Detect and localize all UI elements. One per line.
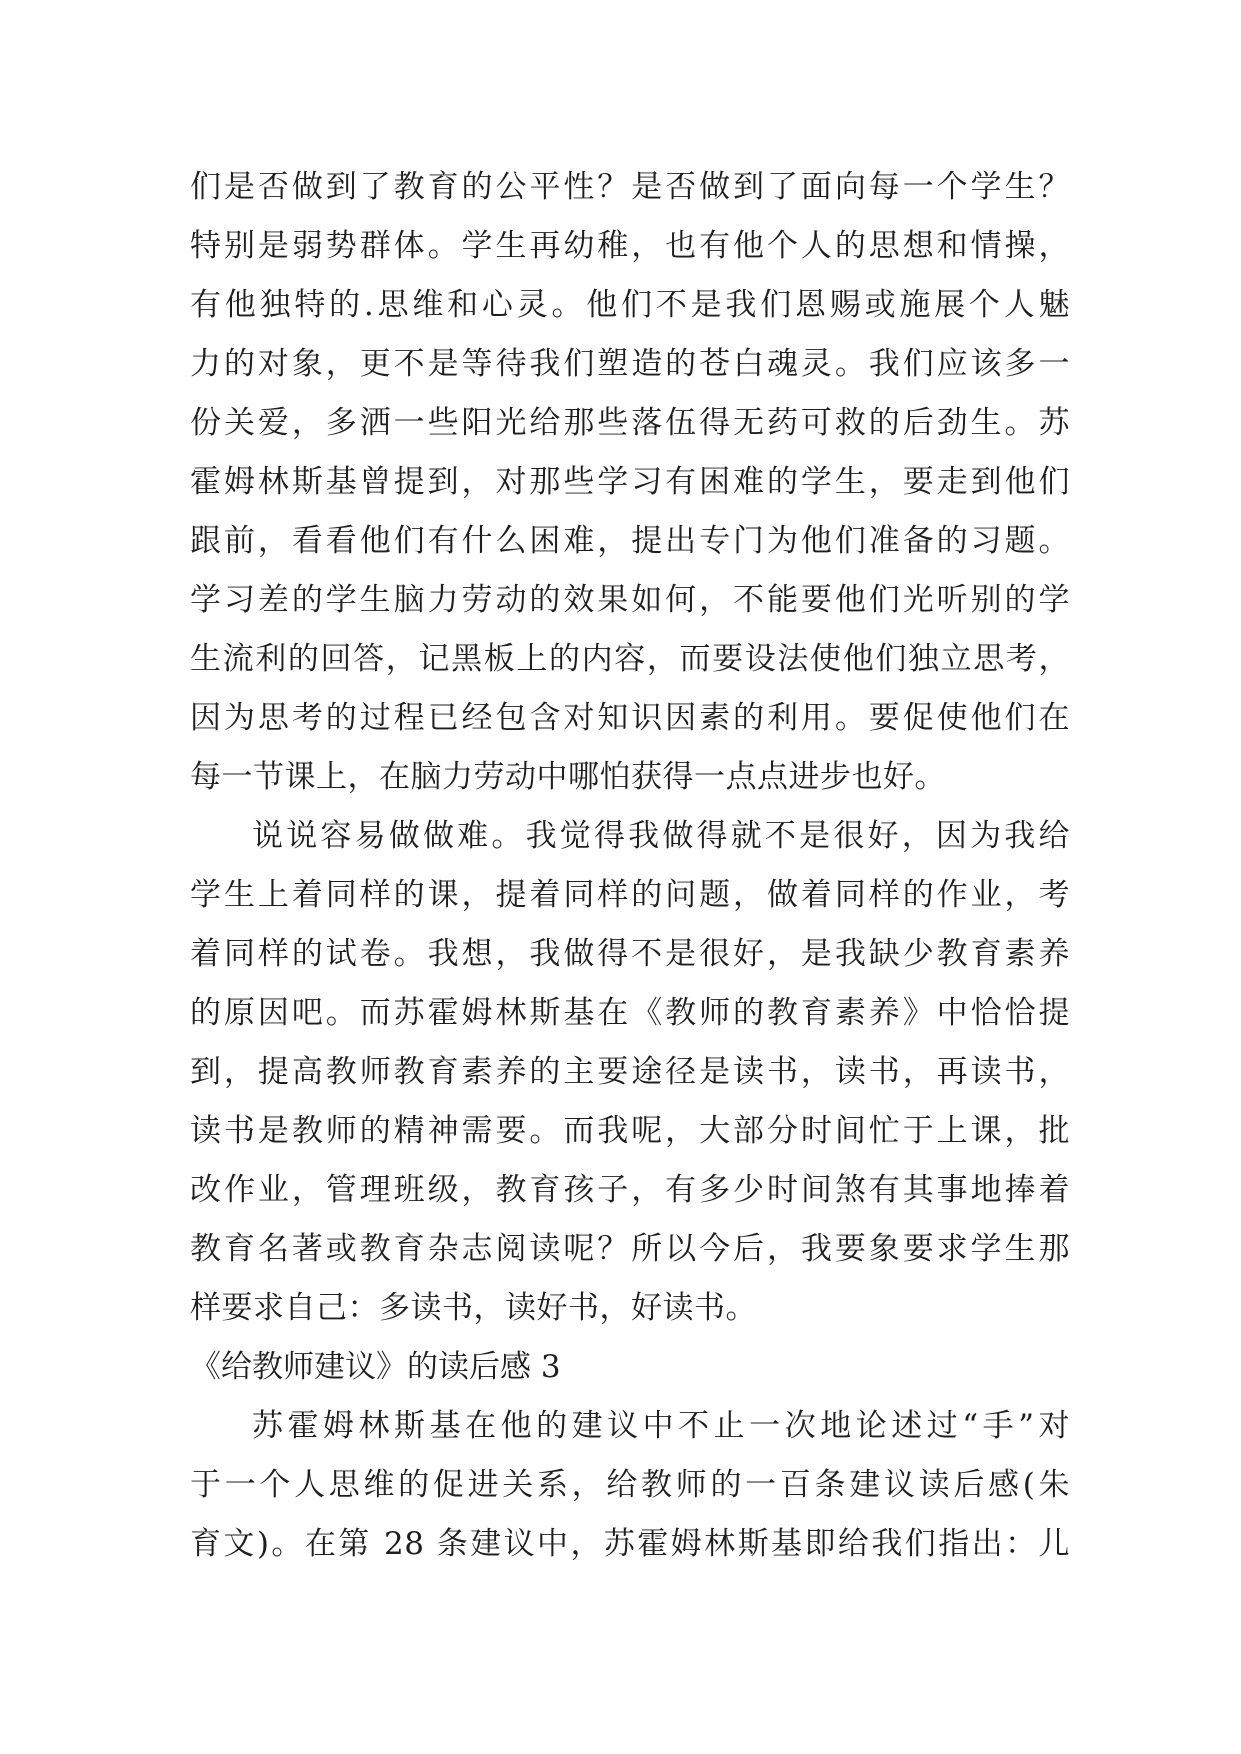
text-line: 着同样的试卷。我想，我做得不是很好，是我缺少教育素养 [190, 936, 1070, 972]
text-line: 生流利的回答，记黑板上的内容，而要设法使他们独立思考， [190, 641, 1070, 677]
text-line: 们是否做到了教育的公平性？是否做到了面向每一个学生？ [190, 169, 1070, 205]
text-line: 力的对象，更不是等待我们塑造的苍白魂灵。我们应该多一 [190, 346, 1070, 382]
text-line: 样要求自己：多读书，读好书，好读书。 [190, 1290, 757, 1326]
text-line: 读书是教师的精神需要。而我呢，大部分时间忙于上课，批 [190, 1113, 1070, 1149]
text-line: 学习差的学生脑力劳动的效果如何，不能要他们光听别的学 [190, 582, 1070, 618]
text-line: 苏霍姆林斯基在他的建议中不止一次地论述过“手”对 [252, 1408, 1070, 1444]
text-line: 每一节课上，在脑力劳动中哪怕获得一点点进步也好。 [190, 759, 946, 795]
text-line: 说说容易做做难。我觉得我做得就不是很好，因为我给 [252, 818, 1070, 854]
text-line: 因为思考的过程已经包含对知识因素的利用。要促使他们在 [190, 700, 1070, 736]
paragraph-2 [190, 807, 1070, 1338]
section-heading: 《给教师建议》的读后感 3 [190, 1349, 561, 1385]
text-line: 跟前，看看他们有什么困难，提出专门为他们准备的习题。 [190, 523, 1070, 559]
document-body [190, 158, 1070, 1574]
text-line: 育文)。在第 28 条建议中，苏霍姆林斯基即给我们指出：儿 [190, 1526, 1070, 1562]
text-line: 的原因吧。而苏霍姆林斯基在《教师的教育素养》中恰恰提 [190, 995, 1070, 1031]
text-line: 霍姆林斯基曾提到，对那些学习有困难的学生，要走到他们 [190, 464, 1070, 500]
text-line: 到，提高教师教育素养的主要途径是读书，读书，再读书， [190, 1054, 1070, 1090]
paragraph-1 [190, 158, 1070, 807]
paragraph-3 [190, 1397, 1070, 1574]
text-line: 特别是弱势群体。学生再幼稚，也有他个人的思想和情操， [190, 228, 1070, 264]
text-line: 于一个人思维的促进关系，给教师的一百条建议读后感(朱 [190, 1467, 1070, 1503]
text-line: 改作业，管理班级，教育孩子，有多少时间煞有其事地捧着 [190, 1172, 1070, 1208]
text-line: 学生上着同样的课，提着同样的问题，做着同样的作业，考 [190, 877, 1070, 913]
text-line: 有他独特的.思维和心灵。他们不是我们恩赐或施展个人魅 [190, 287, 1070, 323]
text-line: 教育名著或教育杂志阅读呢？所以今后，我要象要求学生那 [190, 1231, 1070, 1267]
text-line: 份关爱，多洒一些阳光给那些落伍得无药可救的后劲生。苏 [190, 405, 1070, 441]
